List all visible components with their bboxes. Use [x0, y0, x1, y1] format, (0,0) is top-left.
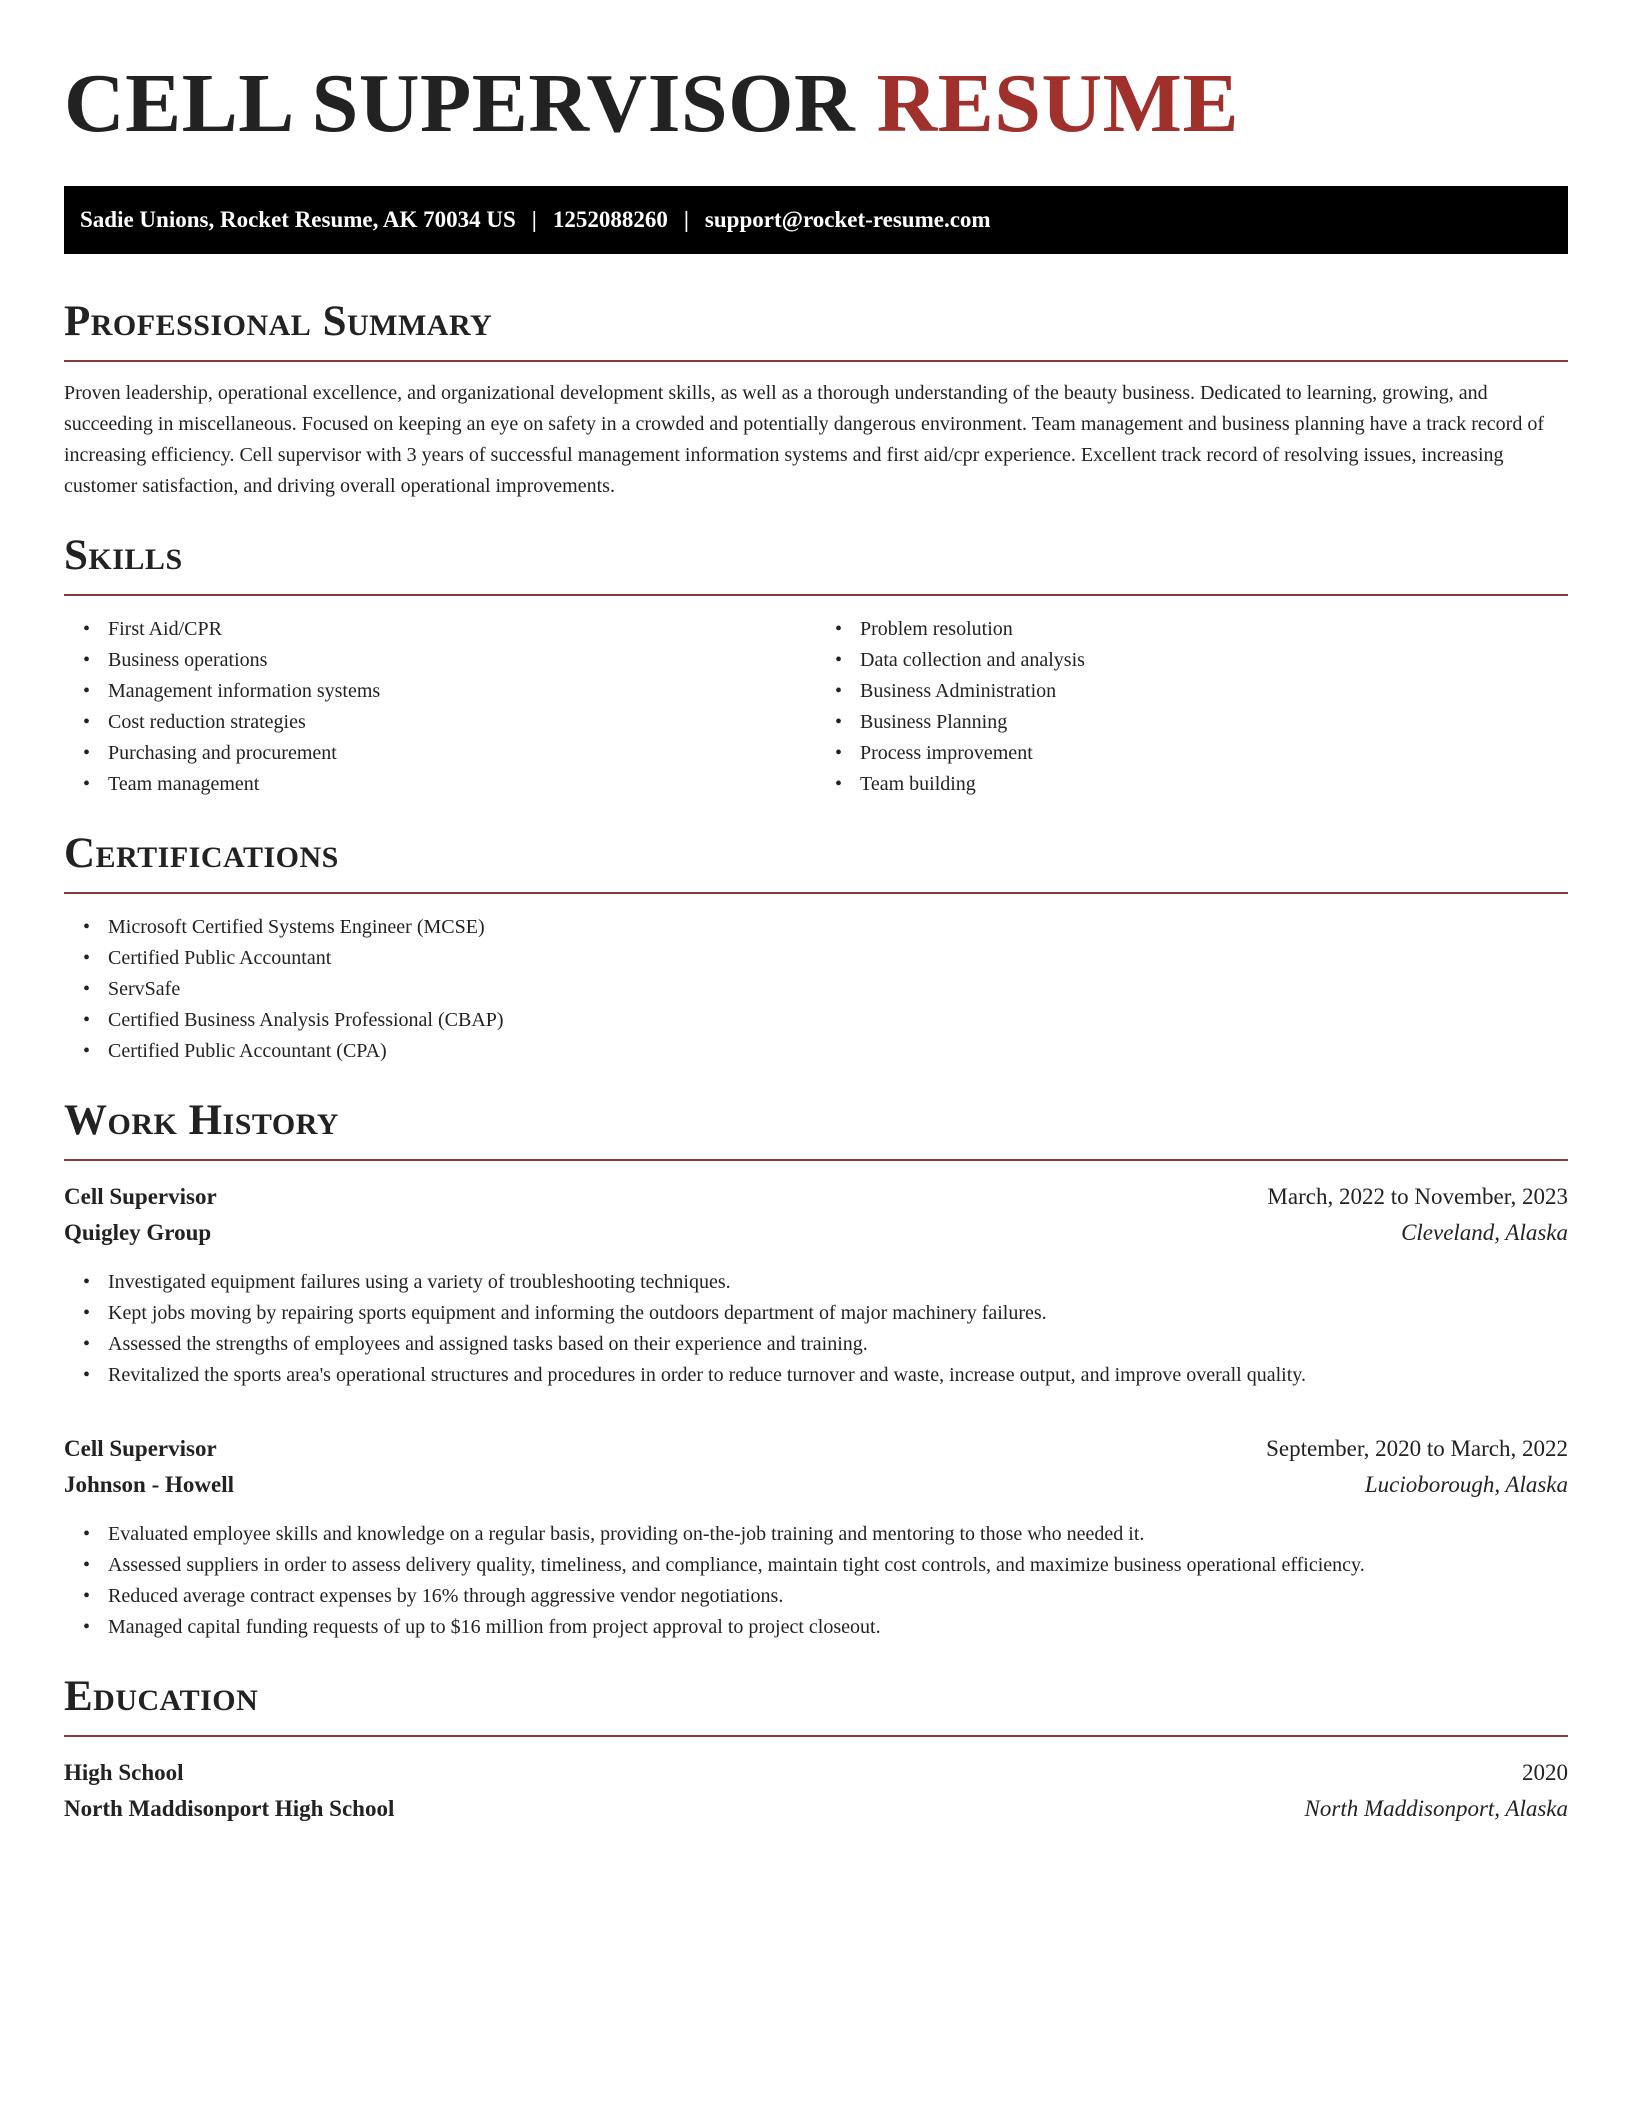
contact-separator: | — [683, 207, 689, 232]
job-title-row — [64, 1179, 1568, 1215]
section-divider — [64, 360, 1568, 362]
job-company-row — [64, 1215, 1568, 1251]
job-company: Johnson - Howell — [64, 1472, 234, 1497]
job-duty: • Evaluated employee skills and knowledge on a regular basis, providing on-the-job training and mentoring to those who needed it. — [108, 1519, 1568, 1550]
education-school: North Maddisonport High School — [64, 1796, 395, 1821]
education-school-row — [64, 1791, 1568, 1827]
certification-item: • Microsoft Certified Systems Engineer (MCSE) — [108, 912, 1568, 943]
certification-item: • Certified Public Accountant — [108, 943, 1568, 974]
skill-item: • Cost reduction strategies — [108, 707, 816, 738]
certifications-section — [64, 830, 1568, 1067]
skill-item: • Data collection and analysis — [860, 645, 1568, 676]
skill-item: • Process improvement — [860, 738, 1568, 769]
certifications-list — [64, 912, 1568, 1067]
section-divider — [64, 1159, 1568, 1161]
skills-grid — [64, 596, 1568, 800]
section-divider — [64, 1735, 1568, 1737]
job-title: Cell Supervisor — [64, 1436, 217, 1461]
job-entry — [64, 1431, 1568, 1643]
skill-item: • Team management — [108, 769, 816, 800]
skill-item: • Management information systems — [108, 676, 816, 707]
job-duty: • Investigated equipment failures using a variety of troubleshooting techniques. — [108, 1267, 1568, 1298]
job-location: Lucioborough, Alaska — [1364, 1472, 1568, 1497]
job-title-row — [64, 1431, 1568, 1467]
skills-section — [64, 532, 1568, 800]
contact-phone: 1252088260 — [552, 207, 668, 232]
work-history-heading: Work History — [64, 1097, 339, 1144]
contact-address: Sadie Unions, Rocket Resume, AK 70034 US — [80, 207, 516, 232]
contact-email: support@rocket-resume.com — [704, 207, 991, 232]
skills-list-left — [64, 614, 816, 800]
job-duty: • Assessed the strengths of employees and assigned tasks based on their experience and training. — [108, 1329, 1568, 1360]
certification-item: • Certified Public Accountant (CPA) — [108, 1036, 1568, 1067]
skill-item: • Business Planning — [860, 707, 1568, 738]
resume-title-main: CELL SUPERVISOR — [64, 57, 856, 150]
resume-title — [64, 56, 1568, 152]
skill-item: • Business operations — [108, 645, 816, 676]
education-location: North Maddisonport, Alaska — [1304, 1796, 1568, 1821]
certifications-heading: Certifications — [64, 830, 339, 877]
education-degree-row — [64, 1755, 1568, 1791]
job-dates: September, 2020 to March, 2022 — [1266, 1436, 1568, 1461]
job-duty: • Assessed suppliers in order to assess delivery quality, timeliness, and compliance, maintain tight cost controls, and maximize business operational efficiency. — [108, 1550, 1568, 1581]
job-company-row — [64, 1467, 1568, 1503]
skill-item: • Purchasing and procurement — [108, 738, 816, 769]
job-duty: • Kept jobs moving by repairing sports equipment and informing the outdoors department of major machinery failures. — [108, 1298, 1568, 1329]
job-duty: • Reduced average contract expenses by 16% through aggressive vendor negotiations. — [108, 1581, 1568, 1612]
certification-item: • Certified Business Analysis Professional (CBAP) — [108, 1005, 1568, 1036]
contact-bar — [64, 186, 1568, 254]
education-degree: High School — [64, 1760, 184, 1785]
job-duty: • Revitalized the sports area's operational structures and procedures in order to reduce turnover and waste, increase output, and improve overall quality. — [108, 1360, 1568, 1391]
job-title: Cell Supervisor — [64, 1184, 217, 1209]
education-heading: Education — [64, 1673, 259, 1720]
education-year: 2020 — [1522, 1760, 1568, 1785]
summary-text: Proven leadership, operational excellence, and organizational development skills, as well as a thorough understanding of the beauty business. Dedicated to learning, growing, and succeeding in miscellaneous. Focused on keeping an eye on safety in a crowded and potentially dangerous environment. Team management and business planning have a track record of increasing efficiency. Cell supervisor with 3 years of successful management information systems and first aid/cpr experience. Excellent track record of resolving issues, increasing customer satisfaction, and driving overall operational improvements. — [64, 382, 1544, 497]
education-entry — [64, 1755, 1568, 1827]
work-history-section — [64, 1097, 1568, 1643]
certification-item: • ServSafe — [108, 974, 1568, 1005]
summary-heading: Professional Summary — [64, 298, 493, 345]
education-section — [64, 1673, 1568, 1827]
skill-item: • Problem resolution — [860, 614, 1568, 645]
skill-item: • First Aid/CPR — [108, 614, 816, 645]
job-duty: • Managed capital funding requests of up to $16 million from project approval to project closeout. — [108, 1612, 1568, 1643]
skill-item: • Team building — [860, 769, 1568, 800]
contact-separator: | — [531, 207, 537, 232]
job-location: Cleveland, Alaska — [1401, 1220, 1568, 1245]
summary-section — [64, 298, 1568, 502]
job-duties-list — [64, 1267, 1568, 1391]
job-entry — [64, 1179, 1568, 1391]
skills-heading: Skills — [64, 532, 183, 579]
skill-item: • Business Administration — [860, 676, 1568, 707]
section-divider — [64, 892, 1568, 894]
job-company: Quigley Group — [64, 1220, 212, 1245]
job-duties-list — [64, 1519, 1568, 1643]
resume-title-accent: RESUME — [876, 57, 1239, 150]
skills-list-right — [816, 614, 1568, 800]
job-dates: March, 2022 to November, 2023 — [1267, 1184, 1568, 1209]
